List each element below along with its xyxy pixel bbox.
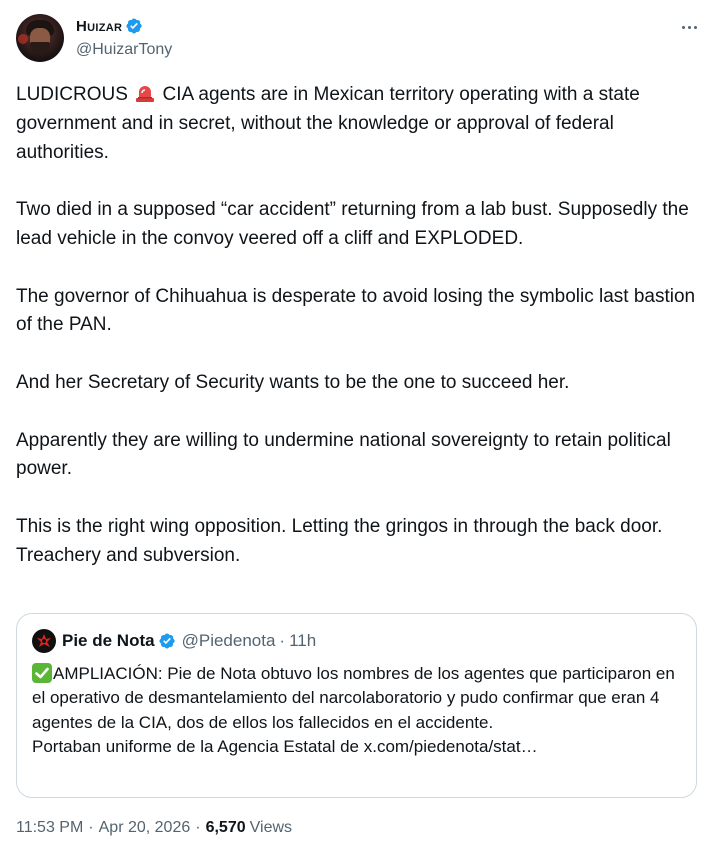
tweet-text xyxy=(16,81,706,571)
quoted-text-segment: AMPLIACIÓN: Pie de Nota obtuvo los nombres de los agentes que participaron en el operativo de desmantelamiento del narcolaboratorio y pudo confirmar que eran 4 agentes de la CIA, dos de ellos los fallecidos en el accidente. xyxy=(32,664,675,732)
tweet-text-segment: LUDICROUS xyxy=(16,84,128,105)
avatar-beard xyxy=(30,42,50,54)
avatar-glow xyxy=(18,34,28,44)
tweet-paragraph: Apparently they are willing to undermine national sovereignty to retain political power. xyxy=(16,429,671,480)
author-handle[interactable]: @HuizarTony xyxy=(76,41,173,58)
tweet-time[interactable]: 11:53 PM xyxy=(16,819,84,836)
ellipsis-icon[interactable] xyxy=(677,18,701,36)
quoted-paragraph: Portaban uniforme de la Agencia Estatal de x.com/piedenota/stat… xyxy=(32,737,538,757)
verified-badge-icon[interactable] xyxy=(158,632,176,650)
tweet-date[interactable]: Apr 20, 2026 xyxy=(98,819,191,836)
verified-badge-icon[interactable] xyxy=(125,17,143,35)
tweet-paragraph xyxy=(16,81,706,167)
author-avatar[interactable] xyxy=(16,14,64,62)
police-siren-icon xyxy=(135,83,155,103)
quoted-tweet-header xyxy=(32,629,316,653)
quoted-author-name[interactable]: Pie de Nota xyxy=(62,631,155,650)
tweet-footer xyxy=(16,817,292,839)
pie-de-nota-logo-icon[interactable] xyxy=(32,629,56,653)
tweet-paragraph: Two died in a supposed “car accident” returning from a lab bust. Supposedly the lead vehicle in the convoy veered off a cliff and EXPLODED. xyxy=(16,199,689,249)
tweet-paragraph: The governor of Chihuahua is desperate to avoid losing the symbolic last bastion of the PAN. xyxy=(16,285,696,336)
quoted-paragraph xyxy=(32,662,687,735)
tweet-paragraph: This is the right wing opposition. Letting the gringos in through the back door. Treachery and subversion. xyxy=(16,515,663,566)
views-label: Views xyxy=(249,819,293,836)
check-mark-icon xyxy=(32,663,52,683)
tweet-paragraph: And her Secretary of Security wants to be the one to succeed her. xyxy=(16,371,570,393)
tweet-text-segment: CIA agents are in Mexican territory operating with a state government and in secret, without the knowledge or approval of federal authorities. xyxy=(16,84,640,163)
views-count[interactable]: 6,570 xyxy=(205,819,246,836)
author-names xyxy=(76,15,172,61)
quoted-tweet-time[interactable]: 11h xyxy=(289,631,317,650)
quoted-author-handle[interactable]: @Piedenota xyxy=(181,631,276,650)
tweet-header xyxy=(16,14,701,64)
separator-dot: · xyxy=(279,631,286,650)
separator-dot: · xyxy=(88,819,94,836)
author-name-row xyxy=(76,15,172,37)
author-display-name[interactable]: Huizar xyxy=(76,17,123,35)
quoted-tweet-text xyxy=(32,662,687,760)
quoted-tweet-card[interactable] xyxy=(16,613,697,798)
separator-dot: · xyxy=(195,819,201,836)
